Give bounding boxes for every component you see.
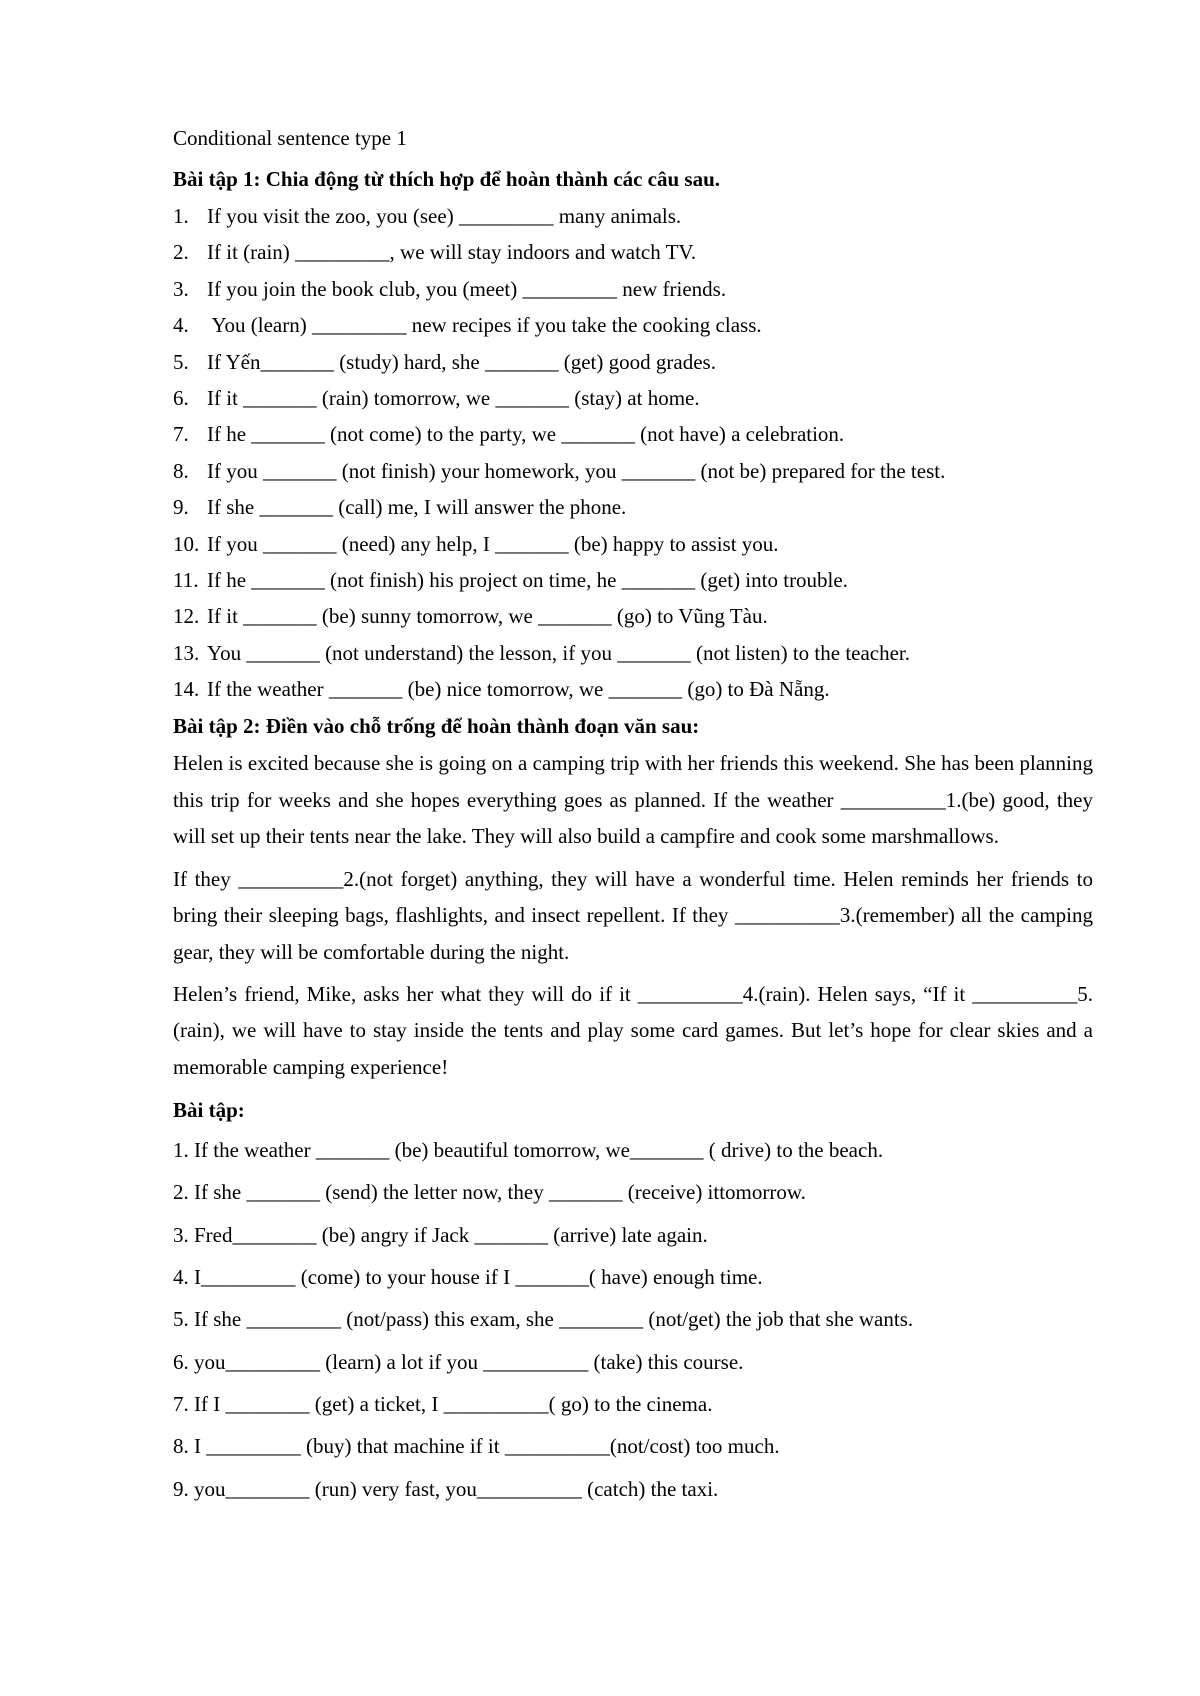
exercise1-item-13 bbox=[173, 635, 1093, 671]
item-text: If she _________ (not/pass) this exam, she ________ (not/get) the job that she wants. bbox=[194, 1307, 914, 1332]
item-number: 9. bbox=[173, 1476, 189, 1501]
exercise2-paragraph-1: Helen is excited because she is going on a camping trip with her friends this weekend. She has been planning this trip for weeks and she hopes everything goes as planned. If the weather __________1.(be) good, they will set up their tents near the lake. They will also build a campfire and cook some marshmallows. bbox=[173, 751, 1093, 849]
item-number: 2. bbox=[173, 240, 189, 265]
item-number: 7. bbox=[173, 1391, 189, 1416]
item-number: 5. bbox=[173, 1307, 189, 1332]
exercise1-item-12 bbox=[173, 598, 1093, 634]
item-text: you_________ (learn) a lot if you __________ (take) this course. bbox=[194, 1349, 744, 1374]
exercise1-item-3 bbox=[173, 271, 1093, 307]
item-text: If it (rain) _________, we will stay indoors and watch TV. bbox=[207, 240, 697, 265]
item-text: You (learn) _________ new recipes if you take the cooking class. bbox=[207, 313, 762, 338]
item-text: If it _______ (rain) tomorrow, we _______ (stay) at home. bbox=[207, 385, 700, 410]
exercise2-paragraph-2: If they __________2.(not forget) anything, they will have a wonderful time. Helen reminds her friends to bring their sleeping bags, flashlights, and insect repellent. If they __________3.(remember) all the camping gear, they will be comfortable during the night. bbox=[173, 866, 1093, 964]
item-text: If he _______ (not finish) his project on time, he _______ (get) into trouble. bbox=[207, 567, 848, 592]
item-text: If he _______ (not come) to the party, we _______ (not have) a celebration. bbox=[207, 422, 845, 447]
item-number: 14. bbox=[173, 677, 200, 702]
item-number: 10. bbox=[173, 531, 200, 556]
exercise1-item-7 bbox=[173, 416, 1093, 452]
item-text: If it _______ (be) sunny tomorrow, we _______ (go) to Vũng Tàu. bbox=[207, 604, 768, 629]
item-text: you________ (run) very fast, you__________ (catch) the taxi. bbox=[194, 1476, 719, 1501]
item-number: 3. bbox=[173, 276, 189, 301]
exercise1-item-5 bbox=[173, 344, 1093, 380]
item-text: If she _______ (call) me, I will answer the phone. bbox=[207, 495, 627, 520]
item-number: 2. bbox=[173, 1180, 189, 1205]
item-number: 1. bbox=[173, 204, 189, 228]
exercise1-item-11 bbox=[173, 562, 1093, 598]
exercise1-list bbox=[173, 198, 1093, 707]
item-text: I_________ (come) to your house if I _______( have) enough time. bbox=[194, 1265, 763, 1290]
worksheet-page bbox=[173, 120, 1093, 1510]
exercise3-item-1 bbox=[173, 1129, 1093, 1171]
exercise3-item-2 bbox=[173, 1171, 1093, 1213]
page-title: Conditional sentence type 1 bbox=[173, 126, 407, 150]
item-number: 7. bbox=[173, 422, 189, 447]
item-text: I _________ (buy) that machine if it __________(not/cost) too much. bbox=[194, 1434, 780, 1459]
item-number: 3. bbox=[173, 1222, 189, 1247]
item-text: Fred________ (be) angry if Jack _______ (arrive) late again. bbox=[194, 1222, 708, 1247]
exercise3-item-7 bbox=[173, 1383, 1093, 1425]
item-number: 9. bbox=[173, 495, 189, 520]
exercise3-item-8 bbox=[173, 1425, 1093, 1467]
exercise2-paragraph-3: Helen’s friend, Mike, asks her what they will do if it __________4.(rain). Helen says, “If it __________5.(rain), we will have to stay inside the tents and play some card games. But let’s hope for clear skies and a memorable camping experience! bbox=[173, 981, 1093, 1079]
item-text: If you _______ (not finish) your homework, you _______ (not be) prepared for the test. bbox=[207, 458, 946, 483]
item-text: If you _______ (need) any help, I _______ (be) happy to assist you. bbox=[207, 531, 779, 556]
item-number: 8. bbox=[173, 1434, 189, 1459]
exercise3-heading: Bài tập: bbox=[173, 1098, 245, 1123]
item-text: If Yến_______ (study) hard, she _______ (get) good grades. bbox=[207, 349, 716, 374]
exercise3-item-9 bbox=[173, 1468, 1093, 1510]
exercise1-item-4 bbox=[173, 307, 1093, 343]
item-number: 4. bbox=[173, 1265, 189, 1290]
exercise3-item-5 bbox=[173, 1298, 1093, 1340]
item-number: 13. bbox=[173, 640, 200, 665]
item-text: If she _______ (send) the letter now, they _______ (receive) ittomorrow. bbox=[194, 1180, 806, 1205]
item-number: 5. bbox=[173, 349, 189, 374]
exercise1-item-8 bbox=[173, 453, 1093, 489]
item-text: If the weather _______ (be) nice tomorrow, we _______ (go) to Đà Nẵng. bbox=[207, 677, 830, 702]
exercise3-item-4 bbox=[173, 1256, 1093, 1298]
item-number: 6. bbox=[173, 385, 189, 410]
item-text: If you join the book club, you (meet) _________ new friends. bbox=[207, 276, 727, 301]
exercise1-item-9 bbox=[173, 489, 1093, 525]
exercise1-item-14 bbox=[173, 671, 1093, 707]
exercise1-item-1 bbox=[173, 198, 1093, 234]
exercise3-item-3 bbox=[173, 1214, 1093, 1256]
item-number: 4. bbox=[173, 313, 189, 338]
item-number: 1. bbox=[173, 1138, 189, 1163]
item-number: 8. bbox=[173, 458, 189, 483]
exercise3-list bbox=[173, 1129, 1093, 1510]
exercise1-item-10 bbox=[173, 526, 1093, 562]
exercise2-heading: Bài tập 2: Điền vào chỗ trống để hoàn thành đoạn văn sau: bbox=[173, 714, 700, 739]
item-text: If you visit the zoo, you (see) _________ many animals. bbox=[207, 204, 682, 228]
item-text: If the weather _______ (be) beautiful tomorrow, we_______ ( drive) to the beach. bbox=[194, 1138, 884, 1163]
exercise3-item-6 bbox=[173, 1341, 1093, 1383]
item-number: 11. bbox=[173, 567, 199, 592]
exercise1-item-6 bbox=[173, 380, 1093, 416]
exercise1-heading: Bài tập 1: Chia động từ thích hợp để hoàn thành các câu sau. bbox=[173, 167, 721, 191]
item-text: You _______ (not understand) the lesson, if you _______ (not listen) to the teacher. bbox=[207, 640, 911, 665]
item-number: 12. bbox=[173, 604, 200, 629]
item-text: If I ________ (get) a ticket, I __________( go) to the cinema. bbox=[194, 1391, 713, 1416]
item-number: 6. bbox=[173, 1349, 189, 1374]
exercise1-item-2 bbox=[173, 234, 1093, 270]
